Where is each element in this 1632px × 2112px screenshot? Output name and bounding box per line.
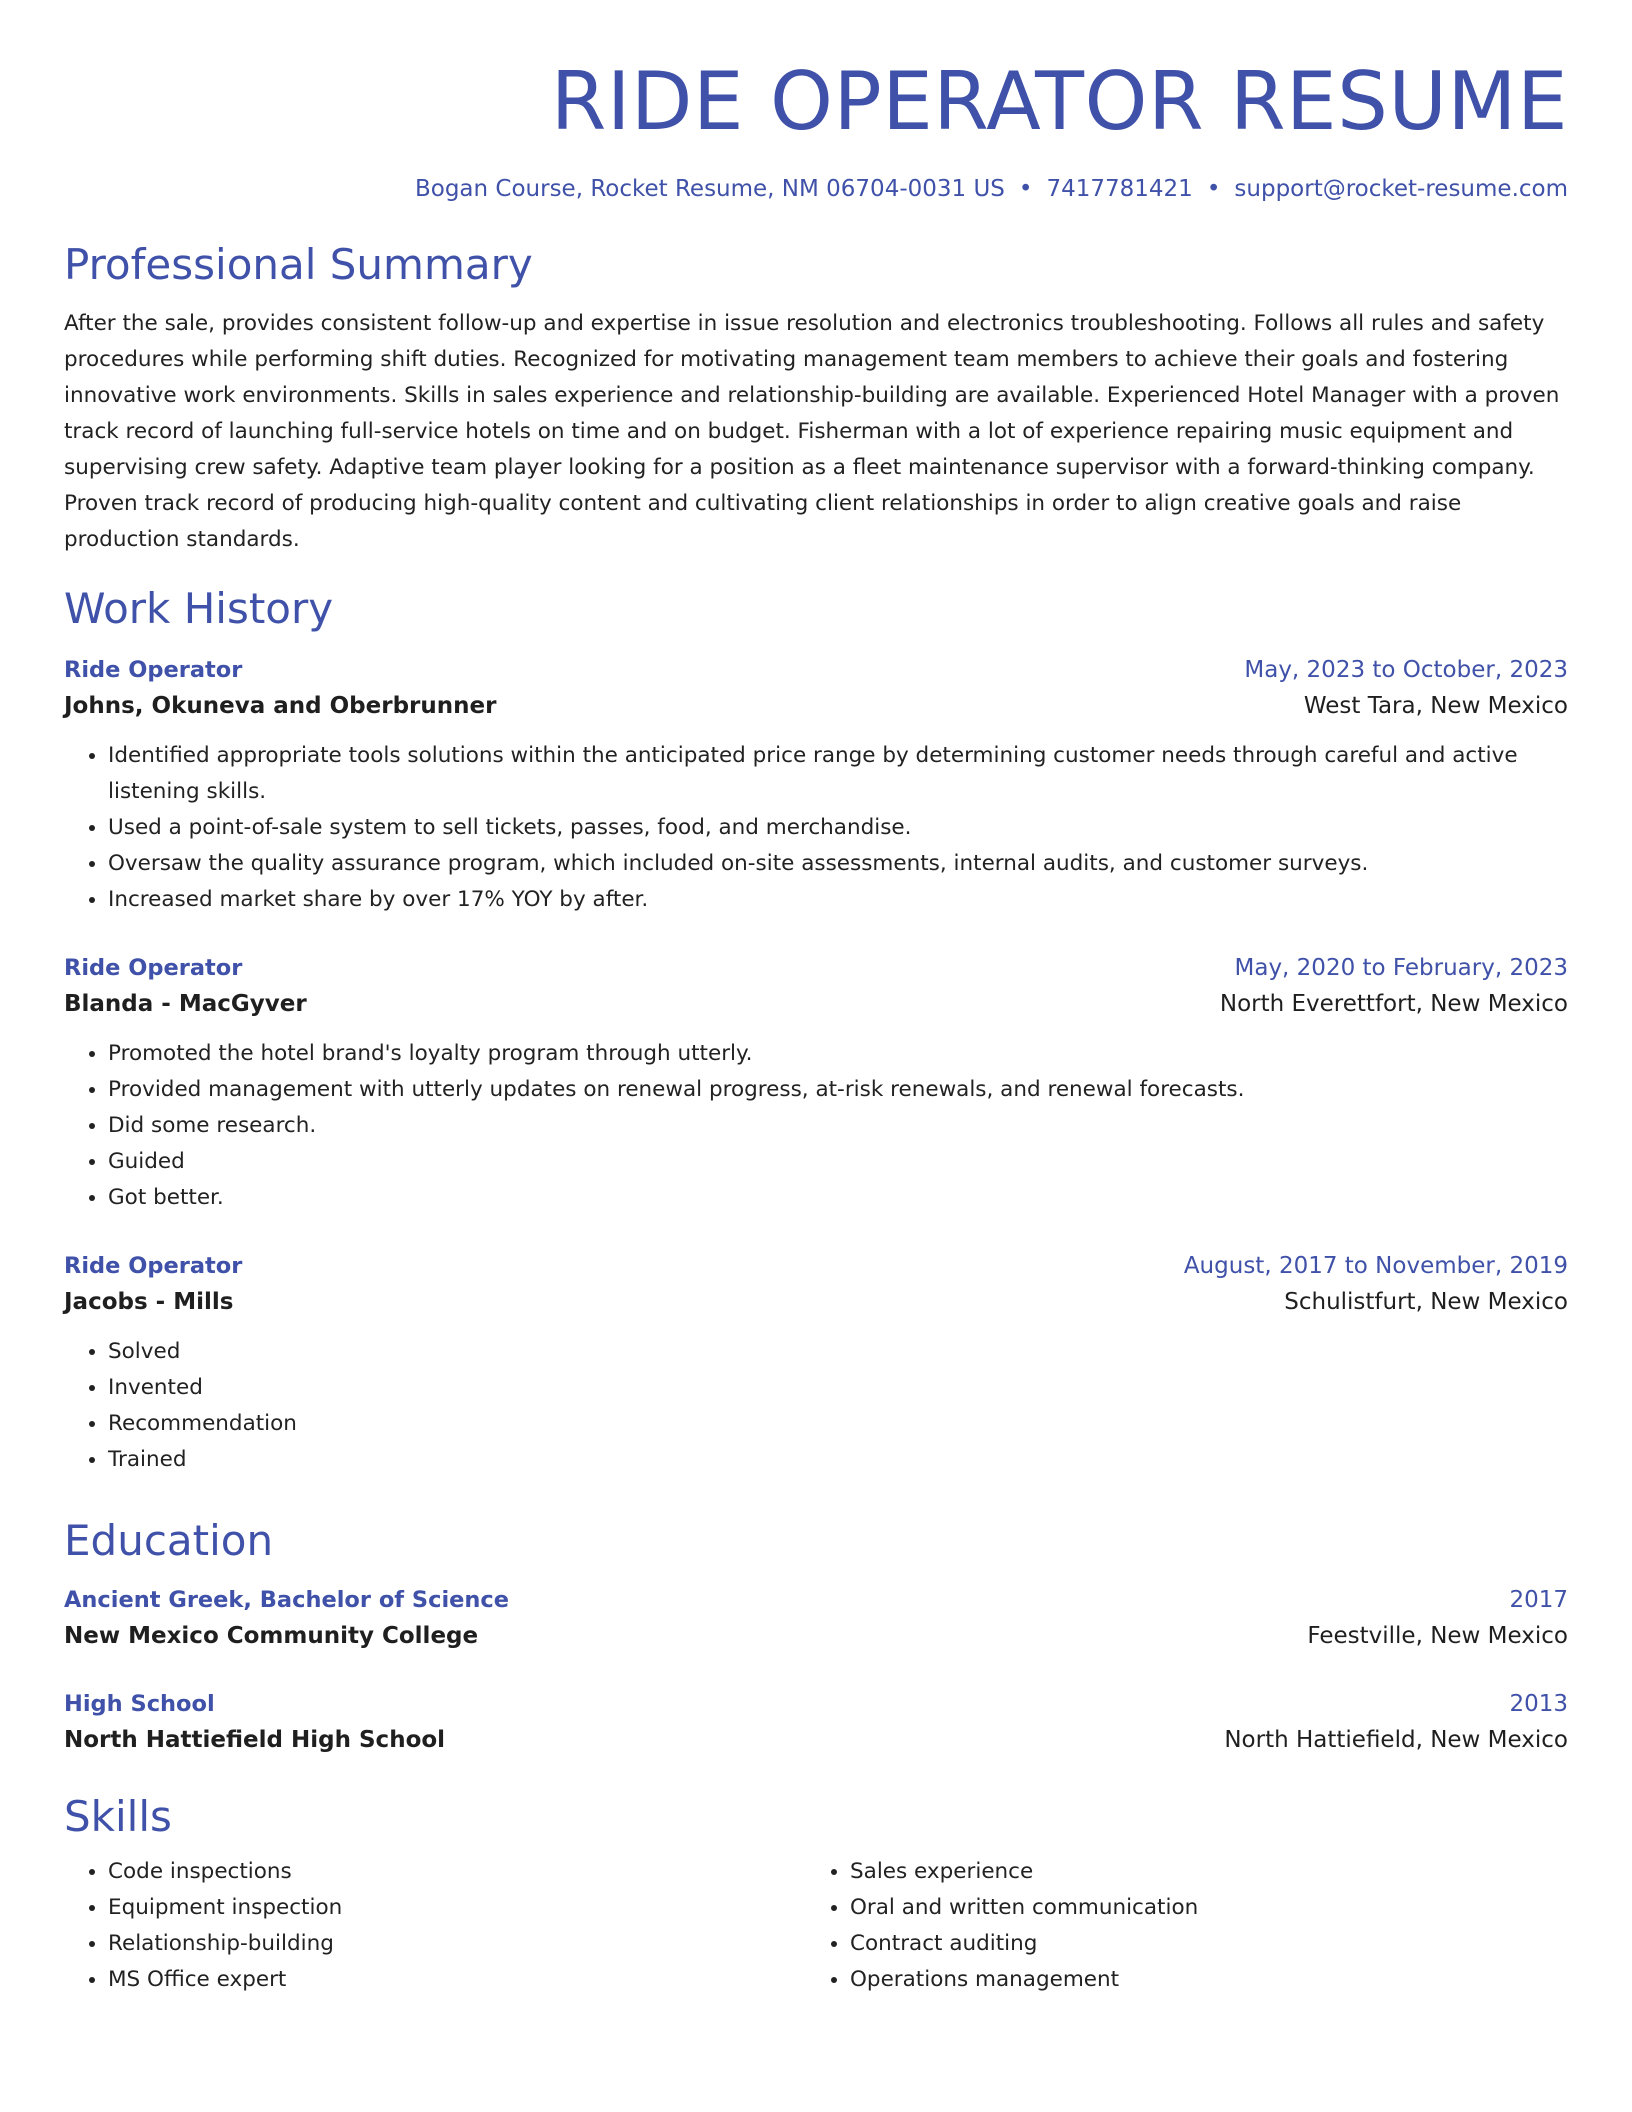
summary-heading: Professional Summary bbox=[64, 240, 533, 289]
job-bullet: • Got better. bbox=[108, 1180, 1568, 1216]
resume-page bbox=[64, 56, 1568, 1998]
job-bullet: • Guided bbox=[108, 1144, 1568, 1180]
skills-heading: Skills bbox=[64, 1792, 172, 1841]
education-location: North Hattiefield, New Mexico bbox=[1224, 1727, 1568, 1753]
education-year: 2013 bbox=[1509, 1691, 1568, 1717]
education-school: North Hattiefield High School bbox=[64, 1727, 446, 1753]
job-bullet: • Trained bbox=[108, 1442, 1568, 1478]
job-bullet: • Provided management with utterly updates on renewal progress, at-risk renewals, and renewal forecasts. bbox=[108, 1072, 1568, 1108]
skills-list bbox=[64, 1854, 1568, 1998]
job-bullet: • Increased market share by over 17% YOY by after. bbox=[108, 882, 1568, 918]
skill-item: • MS Office expert bbox=[108, 1962, 806, 1998]
education-degree: Ancient Greek, Bachelor of Science bbox=[64, 1587, 510, 1613]
skills-column-right bbox=[806, 1854, 1548, 1998]
education-degree: High School bbox=[64, 1691, 215, 1717]
job-dates: May, 2020 to February, 2023 bbox=[1234, 955, 1568, 981]
job-bullets bbox=[64, 1334, 1568, 1478]
skill-item: • Operations management bbox=[850, 1962, 1548, 1998]
job-entry bbox=[64, 1248, 1568, 1478]
education-heading: Education bbox=[64, 1516, 274, 1565]
job-entry bbox=[64, 950, 1568, 1216]
job-dates: May, 2023 to October, 2023 bbox=[1244, 657, 1568, 683]
summary-text: After the sale, provides consistent follow-up and expertise in issue resolution and electronics troubleshooting. Follows all rules and safety procedures while performing shift duties. Recognized for motivating management team members to achieve their goals and fostering innovative work environments. Skills in sales experience and relationship-building are available. Experienced Hotel Manager with a proven track record of launching full-service hotels on time and on budget. Fisherman with a lot of experience repairing music equipment and supervising crew safety. Adaptive team player looking for a position as a fleet maintenance supervisor with a forward-thinking company. Proven track record of producing high-quality content and cultivating client relationships in order to align creative goals and raise production standards. bbox=[64, 311, 1560, 552]
education-location: Feestville, New Mexico bbox=[1307, 1623, 1568, 1649]
skills-column-left bbox=[64, 1854, 806, 1998]
job-employer: Blanda - MacGyver bbox=[64, 991, 307, 1017]
job-bullet: • Invented bbox=[108, 1370, 1568, 1406]
job-role: Ride Operator bbox=[64, 657, 243, 683]
contact-email: support@rocket-resume.com bbox=[1234, 176, 1568, 202]
resume-title: RIDE OPERATOR RESUME bbox=[550, 55, 1568, 148]
job-role: Ride Operator bbox=[64, 955, 243, 981]
work-history-heading: Work History bbox=[64, 584, 334, 633]
contact-line bbox=[64, 174, 1568, 204]
job-bullet: • Promoted the hotel brand's loyalty program through utterly. bbox=[108, 1036, 1568, 1072]
skill-item: • Oral and written communication bbox=[850, 1890, 1548, 1926]
job-dates: August, 2017 to November, 2019 bbox=[1183, 1253, 1568, 1279]
education-entry bbox=[64, 1686, 1568, 1758]
education-entry bbox=[64, 1582, 1568, 1654]
job-bullet: • Recommendation bbox=[108, 1406, 1568, 1442]
skill-item: • Equipment inspection bbox=[108, 1890, 806, 1926]
job-location: North Everettfort, New Mexico bbox=[1219, 991, 1568, 1017]
job-bullets bbox=[64, 738, 1568, 918]
job-bullet: • Solved bbox=[108, 1334, 1568, 1370]
skill-item: • Code inspections bbox=[108, 1854, 806, 1890]
contact-separator: • bbox=[1206, 176, 1221, 202]
job-employer: Johns, Okuneva and Oberbrunner bbox=[64, 693, 497, 719]
job-bullet: • Oversaw the quality assurance program, which included on-site assessments, internal audits, and customer surveys. bbox=[108, 846, 1568, 882]
job-entry bbox=[64, 652, 1568, 918]
job-role: Ride Operator bbox=[64, 1253, 243, 1279]
contact-address: Bogan Course, Rocket Resume, NM 06704-0031 US bbox=[414, 176, 1005, 202]
skill-item: • Relationship-building bbox=[108, 1926, 806, 1962]
job-bullet: • Used a point-of-sale system to sell tickets, passes, food, and merchandise. bbox=[108, 810, 1568, 846]
job-location: West Tara, New Mexico bbox=[1303, 693, 1568, 719]
education-year: 2017 bbox=[1509, 1587, 1568, 1613]
skill-item: • Sales experience bbox=[850, 1854, 1548, 1890]
contact-phone: 7417781421 bbox=[1046, 176, 1193, 202]
job-location: Schulistfurt, New Mexico bbox=[1284, 1289, 1568, 1315]
job-bullet: • Identified appropriate tools solutions within the anticipated price range by determining customer needs through careful and active listening skills. bbox=[108, 738, 1568, 810]
job-bullet: • Did some research. bbox=[108, 1108, 1568, 1144]
job-employer: Jacobs - Mills bbox=[64, 1289, 234, 1315]
skill-item: • Contract auditing bbox=[850, 1926, 1548, 1962]
contact-separator: • bbox=[1018, 176, 1033, 202]
education-school: New Mexico Community College bbox=[64, 1623, 479, 1649]
job-bullets bbox=[64, 1036, 1568, 1216]
